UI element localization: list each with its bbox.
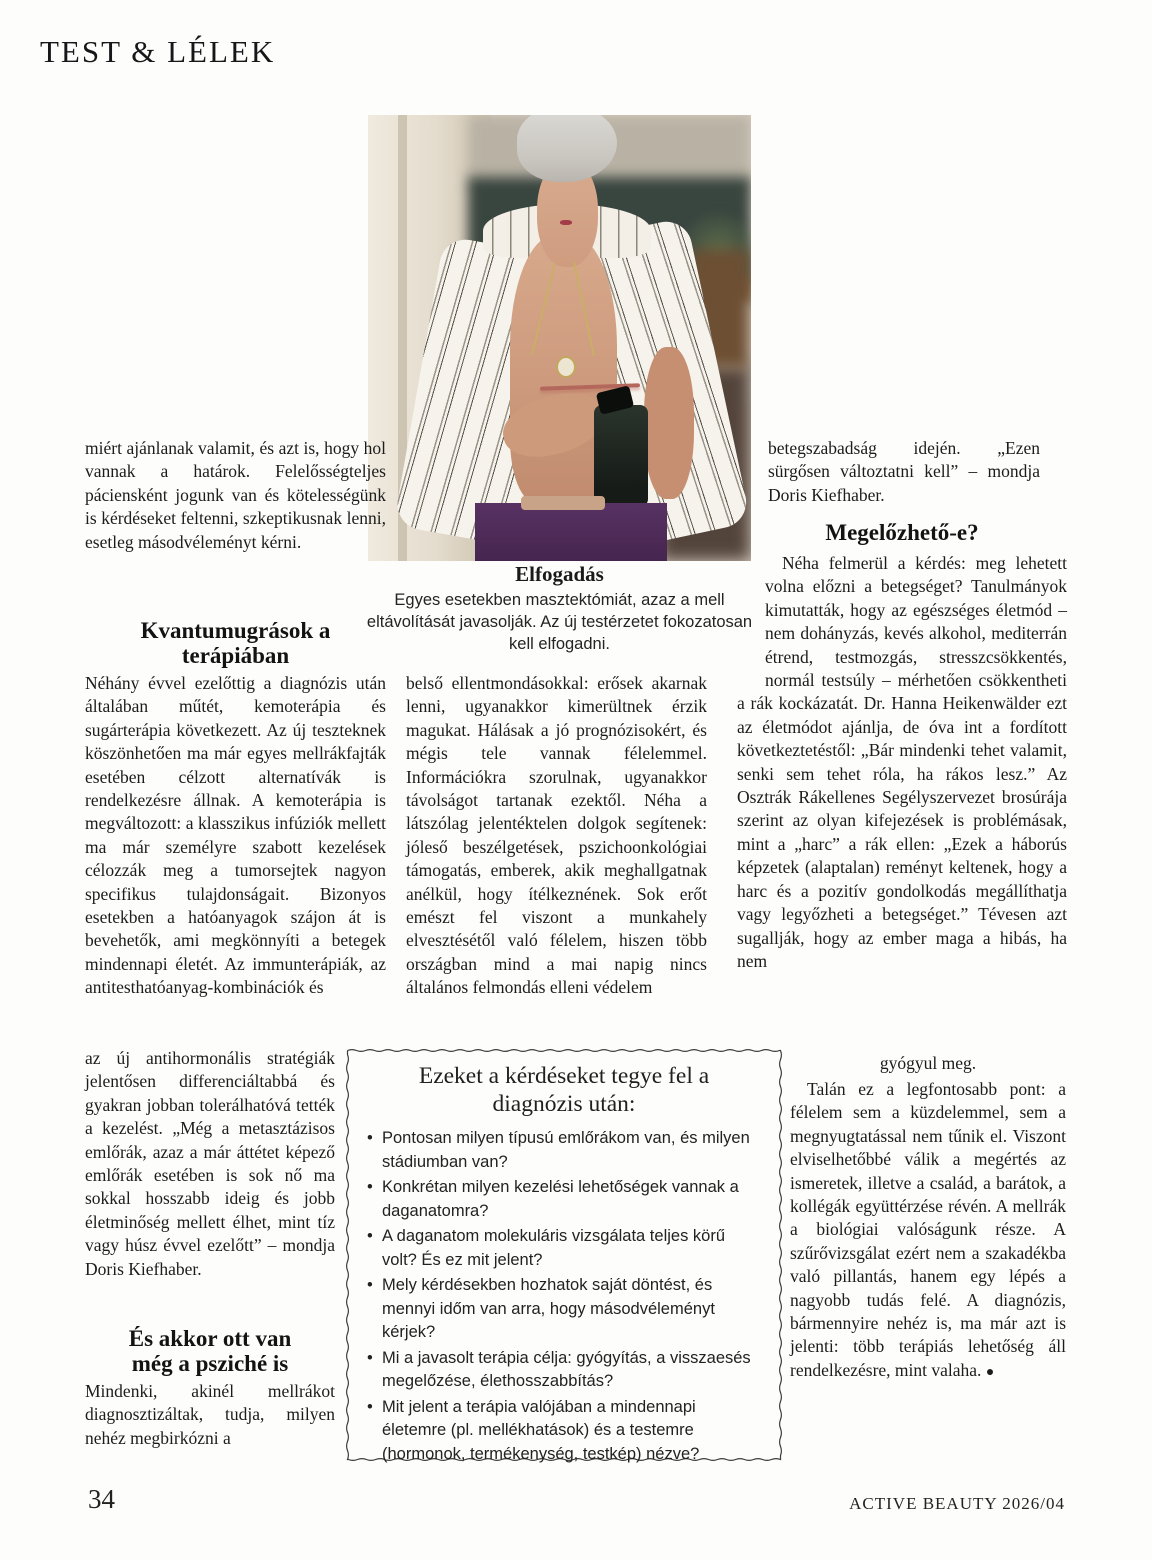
question-item: • Mely kérdésekben hozhatok saját döntést, és mennyi időm van arra, hogy másodvéleményt kérjek? xyxy=(365,1274,763,1345)
photo-wrap-spacer xyxy=(737,552,765,670)
article-end-mark: ● xyxy=(985,1364,995,1380)
col1-paragraph-quantum-b: az új antihormonális stratégiák jelentősen differenciáltabbá és gyakran jobban tolerálhatóvá tették a kezelést. „Még a metasztázisos emlőrák, azaz a már áttétet képező emlőrák esetében is sok nő ma sokkal hosszabb ideig és jobb életminőség mellett élhet, mint tíz vagy húsz évvel ezelőtt” – mondja Doris Kiefhaber. xyxy=(85,1048,335,1279)
col1-paragraph-psyche: Mindenki, akinél mellrákot diagnosztizáltak, tudja, milyen nehéz megbirkózni a xyxy=(85,1381,335,1448)
question-item: • Konkrétan milyen kezelési lehetőségek vannak a daganatomra? xyxy=(365,1176,763,1223)
footer-issue: ACTIVE BEAUTY 2026/04 xyxy=(849,1494,1065,1513)
question-list xyxy=(365,1127,763,1466)
photo-purple-trousers xyxy=(475,503,667,561)
photo-lips xyxy=(560,220,572,225)
article-photo xyxy=(368,115,751,561)
question-box-content xyxy=(345,1048,783,1478)
photo-caption-text: Egyes esetekben masztektómiát, azaz a mell eltávolítását javasolják. Az új testérzetet fokozatosan kell elfogadni. xyxy=(366,591,753,653)
col3-paragraph-sickleave: betegszabadság idején. „Ezen sürgősen változtatni kell” – mondja Doris Kiefhaber. xyxy=(768,438,1040,505)
col3-paragraph-prevent-tail: gyógyul meg. xyxy=(879,1053,977,1073)
col1-paragraph-intro: miért ajánlanak valamit, és azt is, hogy hol vannak a határok. Felelősségteljes páciensként jogunk van és kötelességünk is kérdéseket feltenni, szkeptikusnak lenni, esetleg másodvéleményt kérni. xyxy=(85,438,386,552)
question-item: • Mi a javasolt terápia célja: gyógyítás, a visszaesés megelőzése, élethosszabbítás? xyxy=(365,1347,763,1394)
question-item: • Pontosan milyen típusú emlőrákom van, és milyen stádiumban van? xyxy=(365,1127,763,1174)
photo-lotion-bottle xyxy=(594,405,648,508)
footer-page-number: 34 xyxy=(88,1484,115,1514)
question-item: • Mit jelent a terápia valójában a mindennapi életemre (pl. mellékhatások) és a testemre (hormonok, termékenység, testkép) nézve? xyxy=(365,1396,763,1467)
question-item: • A daganatom molekuláris vizsgálata teljes körű volt? És ez mit jelent? xyxy=(365,1225,763,1272)
photo-arm xyxy=(644,347,694,499)
col1-paragraph-quantum-a: Néhány évvel ezelőttig a diagnózis után általában műtét, kemoterápia és sugárterápia következett. Az új teszteknek köszönhetően ma már egyes mellrákfajták esetében célzott alternatívák is rendelkezésre állnak. A kemoterápia is megváltozott: a klasszikus infúziók mellett ma már személyre szabott kezelések célozzák meg a tumorsejtek nagyon specifikus tulajdonságait. Bizonyos esetekben a hatóanyagok szájon át is bevehetők, ami megkönnyíti a betegek mindennapi életét. Az immunterápiák, az antitesthatóanyag-kombinációk és xyxy=(85,673,386,998)
col3-heading-prevent: Megelőzhető-e? xyxy=(825,520,979,545)
photo-pendant xyxy=(556,356,576,378)
col1-heading-quantum: Kvantumugrások a terápiában xyxy=(140,618,331,668)
photo-caption-title: Elfogadás xyxy=(515,562,604,586)
photo-waistband xyxy=(521,496,605,509)
question-box-title: Ezeket a kérdéseket tegye fel a diagnózis után: xyxy=(418,1063,710,1117)
col3-paragraph-prevent: Néha felmerül a kérdés: meg lehetett volna előzni a betegséget? Tanulmányok kimutatták, hogy az egészséges életmód – nem dohányzás, kevés alkohol, mediterrán étrend, testmozgás, stresszcsökkentés, normál testsúly – mérhetően csökkentheti a rák kockázatát. Dr. Hanna Heikenwälder ezt az életmódot ajánlja, de óva int a fordított következtetéstől: „Bár mindenki tehet valamit, senki sem tehet róla, ha rákos lesz.” Az Osztrák Rákellenes Segélyszervezet brosúrája szerint az olyan kifejezések is problémásak, mint a „harc” a rák ellen: „Ezek a háborús képzetek (alaptalan) reményt keltenek, hogy a harc és a pozitív gondolkodás megállíthatja vagy legyőzheti a betegséget.” Tévesen azt sugallják, hogy az ember maga a hibás, ha nem xyxy=(737,553,1067,971)
col3-paragraph-final: Talán ez a legfontosabb pont: a félelem sem a küzdelemmel, sem a megnyugtatással nem tűnik el. Viszont elviselhetőbbé válik a megértés az ismeretek, illetve a család, a barátok, a kollégák együttérzése révén. A mellrák a biológiai valóságunk része. A szűrővizsgálat ezért nem a szakadékba való pillantás, hanem egy lépés a nagyobb tudás felé. A diagnózis, bármennyire nehéz is, ma már azt is jelenti: több terápiás lehetőség áll rendelkezésre, mint valaha. ● xyxy=(790,1079,1066,1380)
col2-paragraph-body: belső ellentmondásokkal: erősek akarnak lenni, ugyanakkor kimerültnek érzik magukat. Hálásak a jó prognózisokért, és mégis tele vannak félelemmel. Információkra szorulnak, ugyanakkor távolságot tartanak ezektől. Néha a látszólag jelentéktelen dolgok segítenek: jóleső beszélgetések, pszichoonkológiai támogatás, emberek, akik meghallgatnak anélkül, hogy ítélkeznének. Sok erőt emészt fel viszont a munkahely elvesztésétől való félelem, hiszen több országban mind a mai napig nincs általános felmondás elleni védelem xyxy=(406,673,707,998)
section-header: TEST & LÉLEK xyxy=(40,34,276,69)
question-box xyxy=(345,1048,783,1462)
col1-heading-psyche: És akkor ott van még a psziché is xyxy=(128,1326,292,1376)
